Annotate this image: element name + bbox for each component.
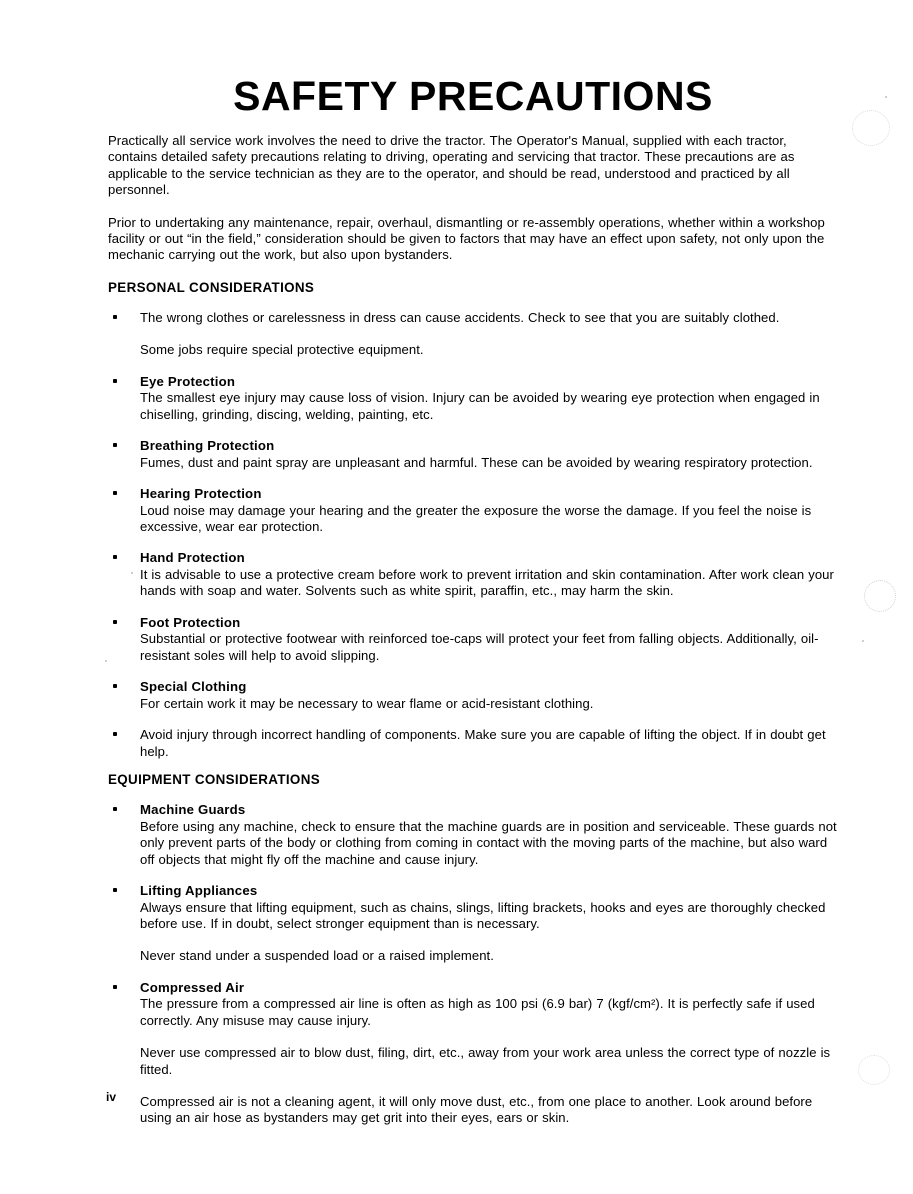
- list-item-text: For certain work it may be necessary to wear flame or acid-resistant clothing.: [140, 695, 594, 711]
- section-heading-personal-considerations: PERSONAL CONSIDERATIONS: [108, 279, 315, 295]
- scan-speck: [885, 96, 887, 98]
- list-item: [108, 310, 838, 359]
- list-item-text: Always ensure that lifting equipment, such as chains, slings, lifting brackets, hooks and eyes are thoroughly checked before use. If in doubt, select stronger equipment than is necessary.: [140, 899, 826, 931]
- scan-speck: [862, 640, 864, 642]
- list-item-title: Hand Protection: [140, 550, 245, 566]
- page-content: [108, 73, 838, 1127]
- list-item-text: Fumes, dust and paint spray are unpleasant and harmful. These can be avoided by wearing respiratory protection.: [140, 454, 813, 470]
- list-item: [108, 550, 838, 599]
- list-item-text: It is advisable to use a protective cream before work to prevent irritation and skin contamination. After work clean your hands with soap and water. Solvents such as white spirit, paraffin, etc., may harm the skin.: [140, 567, 834, 599]
- bullet-icon: [113, 555, 117, 559]
- list-item-subparagraph: Compressed air is not a cleaning agent, it will only move dust, etc., from one place to another. Look around before using an air hose as bystanders may get grit into their eyes, ears or skin.: [140, 1093, 813, 1126]
- list-item: [108, 802, 838, 868]
- list-item-subparagraph: Never stand under a suspended load or a raised implement.: [140, 948, 494, 964]
- list-item-text: Substantial or protective footwear with reinforced toe-caps will protect your feet from falling objects. Additionally, oil-resistant soles will help to avoid slipping.: [140, 631, 819, 663]
- list-item: [108, 374, 838, 423]
- scan-speck: [105, 660, 107, 662]
- list-item-title: Eye Protection: [140, 373, 236, 389]
- list-item-title: Breathing Protection: [140, 438, 275, 454]
- list-item: [108, 438, 838, 471]
- bullet-icon: [113, 620, 117, 624]
- bullet-icon: [113, 443, 117, 447]
- list-item: [108, 727, 838, 760]
- scan-artifact-ring-icon: [858, 1055, 890, 1085]
- bullet-icon: [113, 491, 117, 495]
- list-item-title: Machine Guards: [140, 802, 246, 818]
- intro-paragraph-2: Prior to undertaking any maintenance, repair, overhaul, dismantling or re-assembly operations, whether within a workshop facility or out “in the field,” consideration should be given to factors that may have an effect upon safety, not only upon the mechanic carrying out the work, but also upon bystanders.: [108, 214, 825, 263]
- list-item-title: Special Clothing: [140, 679, 247, 695]
- list-item-text: Before using any machine, check to ensure that the machine guards are in position and serviceable. These guards not only prevent parts of the body or clothing from coming in contact with the moving parts of the machine, but also ward off objects that might fly off the machine and cause injury.: [140, 818, 837, 867]
- list-item: [108, 615, 838, 664]
- page-number: iv: [106, 1090, 117, 1104]
- list-item: [108, 679, 838, 712]
- list-item-title: Lifting Appliances: [140, 882, 258, 898]
- list-item-title: Foot Protection: [140, 614, 241, 630]
- scan-artifact-ring-icon: [852, 110, 890, 146]
- list-item-text: The pressure from a compressed air line is often as high as 100 psi (6.9 bar) 7 (kgf/cm²). It is perfectly safe if used correctly. Any misuse may cause injury.: [140, 996, 815, 1028]
- bullet-icon: [113, 807, 117, 811]
- list-item-subparagraph: Never use compressed air to blow dust, filing, dirt, etc., away from your work area unless the correct type of nozzle is fitted.: [140, 1045, 831, 1077]
- list-item-text: The smallest eye injury may cause loss of vision. Injury can be avoided by wearing eye protection when engaged in chiselling, grinding, discing, welding, painting, etc.: [140, 390, 820, 422]
- intro-paragraph-1: Practically all service work involves the need to drive the tractor. The Operator's Manual, supplied with each tractor, contains detailed safety precautions relating to driving, operating and servicing that tractor. These precautions are as applicable to the service technician as they are to the operator, and should be read, understood and practiced by all personnel.: [108, 133, 795, 198]
- bullet-icon: [113, 684, 117, 688]
- section-heading-equipment-considerations: EQUIPMENT CONSIDERATIONS: [108, 772, 320, 788]
- list-item: [108, 486, 838, 535]
- bullet-icon: [113, 732, 117, 736]
- list-item-title: Hearing Protection: [140, 486, 262, 502]
- page-title: SAFETY PRECAUTIONS: [233, 73, 713, 119]
- list-item-text: The wrong clothes or carelessness in dress can cause accidents. Check to see that you are suitably clothed.: [140, 309, 780, 325]
- bullet-icon: [113, 379, 117, 383]
- equipment-considerations-list: [108, 802, 838, 1127]
- list-item: [108, 883, 838, 965]
- bullet-icon: [113, 985, 117, 989]
- list-item-subparagraph: Some jobs require special protective equipment.: [140, 342, 424, 358]
- list-item: [108, 980, 838, 1127]
- list-item-text: Avoid injury through incorrect handling of components. Make sure you are capable of lifting the object. If in doubt get help.: [140, 727, 826, 759]
- section-spacer: [108, 760, 838, 772]
- bullet-icon: [113, 888, 117, 892]
- list-item-title: Compressed Air: [140, 979, 245, 995]
- list-item-text: Loud noise may damage your hearing and the greater the exposure the worse the damage. If you feel the noise is excessive, wear ear protection.: [140, 502, 812, 535]
- bullet-icon: [113, 315, 117, 319]
- personal-considerations-list: [108, 310, 838, 760]
- scan-artifact-ring-icon: [864, 580, 896, 612]
